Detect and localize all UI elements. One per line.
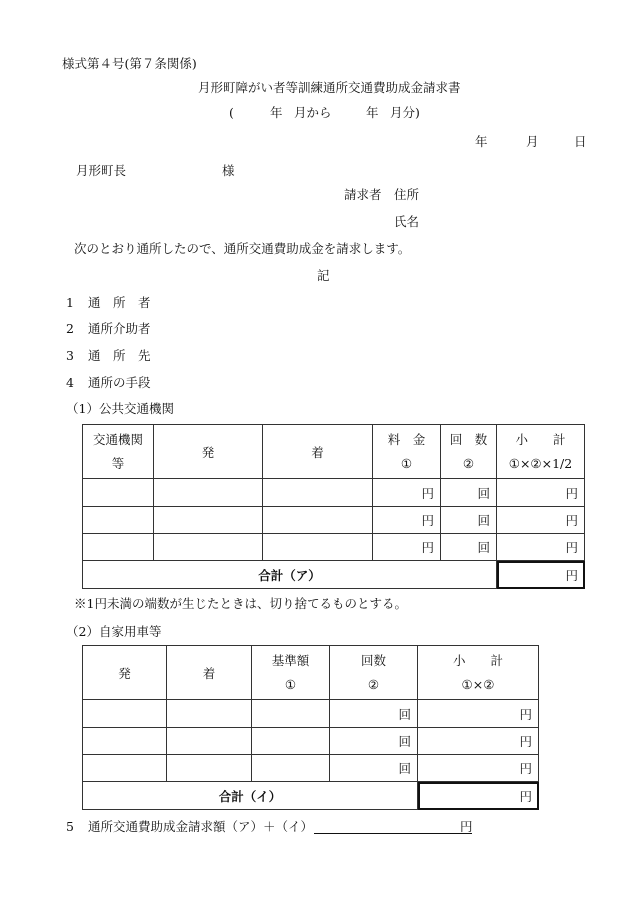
from-cell[interactable] bbox=[83, 755, 167, 782]
org-cell[interactable] bbox=[83, 507, 154, 534]
count-cell[interactable]: 回 bbox=[330, 700, 418, 728]
footer-num: 5 bbox=[66, 819, 74, 834]
base-cell[interactable] bbox=[252, 728, 330, 755]
addressee: 月形町長 bbox=[76, 163, 127, 178]
applicant-label: 請求者 bbox=[344, 187, 382, 202]
total-label: 合計（ア） bbox=[83, 561, 497, 589]
footer-unit: 円 bbox=[460, 819, 473, 834]
header-to: 着 bbox=[167, 646, 252, 700]
header-subtotal: 小 計 ①×②×1/2 bbox=[497, 425, 585, 479]
total-i-cell[interactable]: 円 bbox=[418, 782, 539, 810]
to-cell[interactable] bbox=[167, 728, 252, 755]
count-cell[interactable]: 回 bbox=[330, 728, 418, 755]
from-cell[interactable] bbox=[83, 728, 167, 755]
to-cell[interactable] bbox=[263, 479, 373, 507]
org-cell[interactable] bbox=[83, 479, 154, 507]
subtotal-cell[interactable]: 円 bbox=[497, 534, 585, 561]
count-cell[interactable]: 回 bbox=[441, 507, 497, 534]
base-cell[interactable] bbox=[252, 700, 330, 728]
intro-text: 次のとおり通所したので、通所交通費助成金を請求します。 bbox=[74, 241, 411, 256]
subtotal-cell[interactable]: 円 bbox=[418, 755, 539, 782]
ki-mark: 記 bbox=[317, 268, 330, 283]
footer-label: 通所交通費助成金請求額（ア）＋（イ） bbox=[88, 819, 314, 834]
table-header bbox=[83, 646, 539, 700]
claim-amount-field[interactable] bbox=[314, 833, 472, 834]
table-row bbox=[83, 700, 539, 728]
total-a-cell[interactable]: 円 bbox=[497, 561, 585, 589]
header-subtotal: 小 計 ①×② bbox=[418, 646, 539, 700]
table-row bbox=[83, 534, 585, 561]
form-id: 様式第４号(第７条関係) bbox=[62, 56, 197, 71]
fare-cell[interactable]: 円 bbox=[373, 534, 441, 561]
table-header bbox=[83, 425, 585, 479]
count-cell[interactable]: 回 bbox=[330, 755, 418, 782]
subtotal-cell[interactable]: 円 bbox=[418, 728, 539, 755]
table-row bbox=[83, 507, 585, 534]
section2-heading: （2）自家用車等 bbox=[66, 624, 162, 639]
count-cell[interactable]: 回 bbox=[441, 534, 497, 561]
to-cell[interactable] bbox=[167, 755, 252, 782]
count-cell[interactable]: 回 bbox=[441, 479, 497, 507]
rounding-note: ※1円未満の端数が生じたときは、切り捨てるものとする。 bbox=[74, 596, 407, 611]
honorific: 様 bbox=[222, 163, 235, 178]
header-count: 回数 ② bbox=[330, 646, 418, 700]
name-label: 氏名 bbox=[394, 214, 420, 229]
header-from: 発 bbox=[154, 425, 263, 479]
org-cell[interactable] bbox=[83, 534, 154, 561]
subtotal-cell[interactable]: 円 bbox=[497, 507, 585, 534]
total-row bbox=[83, 561, 585, 589]
document-title: 月形町障がい者等訓練通所交通費助成金請求書 bbox=[198, 80, 461, 95]
date-day: 日 bbox=[574, 134, 587, 149]
total-label: 合計（イ） bbox=[83, 782, 418, 810]
private-car-table bbox=[82, 645, 539, 810]
table-row bbox=[83, 479, 585, 507]
to-cell[interactable] bbox=[263, 507, 373, 534]
address-label: 住所 bbox=[394, 187, 420, 202]
header-base: 基準額 ① bbox=[252, 646, 330, 700]
from-cell[interactable] bbox=[83, 700, 167, 728]
from-cell[interactable] bbox=[154, 507, 263, 534]
to-cell[interactable] bbox=[167, 700, 252, 728]
base-cell[interactable] bbox=[252, 755, 330, 782]
to-cell[interactable] bbox=[263, 534, 373, 561]
date-month: 月 bbox=[526, 134, 539, 149]
table-row bbox=[83, 755, 539, 782]
date-year: 年 bbox=[475, 134, 488, 149]
section1-heading: （1）公共交通機関 bbox=[66, 401, 174, 416]
fare-cell[interactable]: 円 bbox=[373, 507, 441, 534]
from-cell[interactable] bbox=[154, 534, 263, 561]
header-count: 回 数 ② bbox=[441, 425, 497, 479]
header-from: 発 bbox=[83, 646, 167, 700]
header-fare: 料 金 ① bbox=[373, 425, 441, 479]
subtotal-cell[interactable]: 円 bbox=[418, 700, 539, 728]
from-cell[interactable] bbox=[154, 479, 263, 507]
subtotal-cell[interactable]: 円 bbox=[497, 479, 585, 507]
header-to: 着 bbox=[263, 425, 373, 479]
table-row bbox=[83, 728, 539, 755]
fare-cell[interactable]: 円 bbox=[373, 479, 441, 507]
total-row bbox=[83, 782, 539, 810]
public-transport-table bbox=[82, 424, 585, 589]
header-org: 交通機関 等 bbox=[83, 425, 154, 479]
